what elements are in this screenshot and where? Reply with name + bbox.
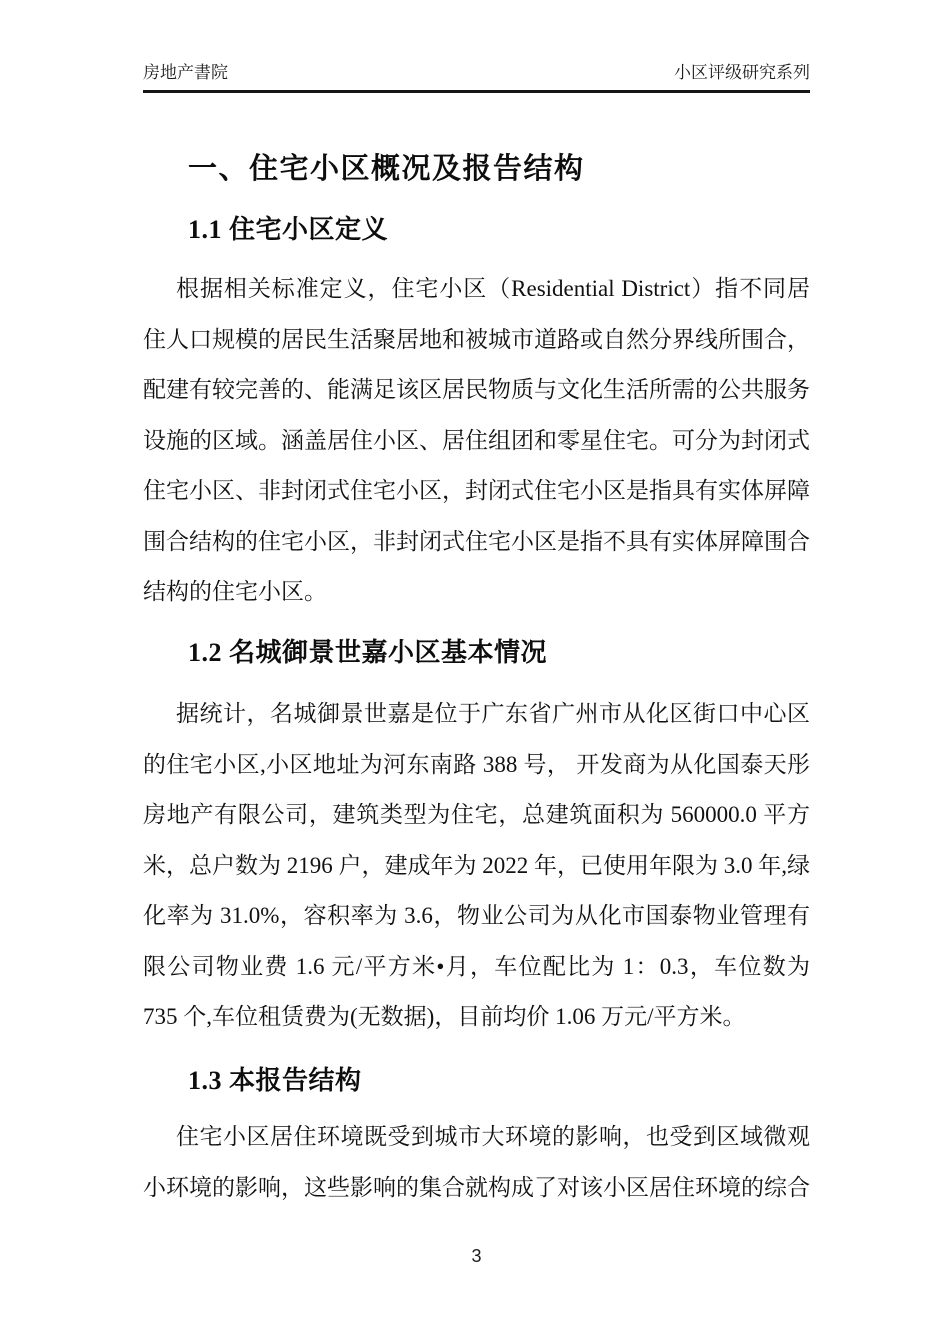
chapter-title: 一、住宅小区概况及报告结构	[188, 153, 585, 185]
header-right-text: 小区评级研究系列	[674, 63, 810, 82]
header-left-text: 房地产書院	[143, 63, 228, 82]
section-1-3-paragraph: 住宅小区居住环境既受到城市大环境的影响，也受到区域微观小环境的影响，这些影响的集合就构成了对该小区居住环境的综合	[143, 1124, 810, 1200]
page-number: 3	[471, 1246, 482, 1266]
page-header	[143, 58, 810, 93]
section-heading-1-3: 1.3 本报告结构	[188, 1066, 362, 1095]
section-1-1-paragraph: 根据相关标准定义，住宅小区（Residential District）指不同居住人口规模的居民生活聚居地和被城市道路或自然分界线所围合，配建有较完善的、能满足该区居民物质与文化生活所需的公共服务设施的区域。涵盖居住小区、居住组团和零星住宅。可分为封闭式住宅小区、非封闭式住宅小区，封闭式住宅小区是指具有实体屏障围合结构的住宅小区，非封闭式住宅小区是指不具有实体屏障围合结构的住宅小区。	[143, 276, 810, 604]
section-heading-1-2: 1.2 名城御景世嘉小区基本情况	[188, 638, 548, 667]
section-heading-1-1: 1.1 住宅小区定义	[188, 215, 389, 244]
page-footer	[143, 1246, 810, 1267]
section-1-2-paragraph: 据统计，名城御景世嘉是位于广东省广州市从化区街口中心区的住宅小区,小区地址为河东南路 388 号， 开发商为从化国泰天彤房地产有限公司，建筑类型为住宅，总建筑面积为 560000.0 平方米，总户数为 2196 户，建成年为 2022 年，已使用年限为 3.0 年,绿化率为 31.0%，容积率为 3.6，物业公司为从化市国泰物业管理有限公司物业费 1.6 元/平方米•月，车位配比为 1：0.3，车位数为 735 个,车位租赁费为(无数据)，目前均价 1.06 万元/平方米。	[143, 701, 810, 1029]
